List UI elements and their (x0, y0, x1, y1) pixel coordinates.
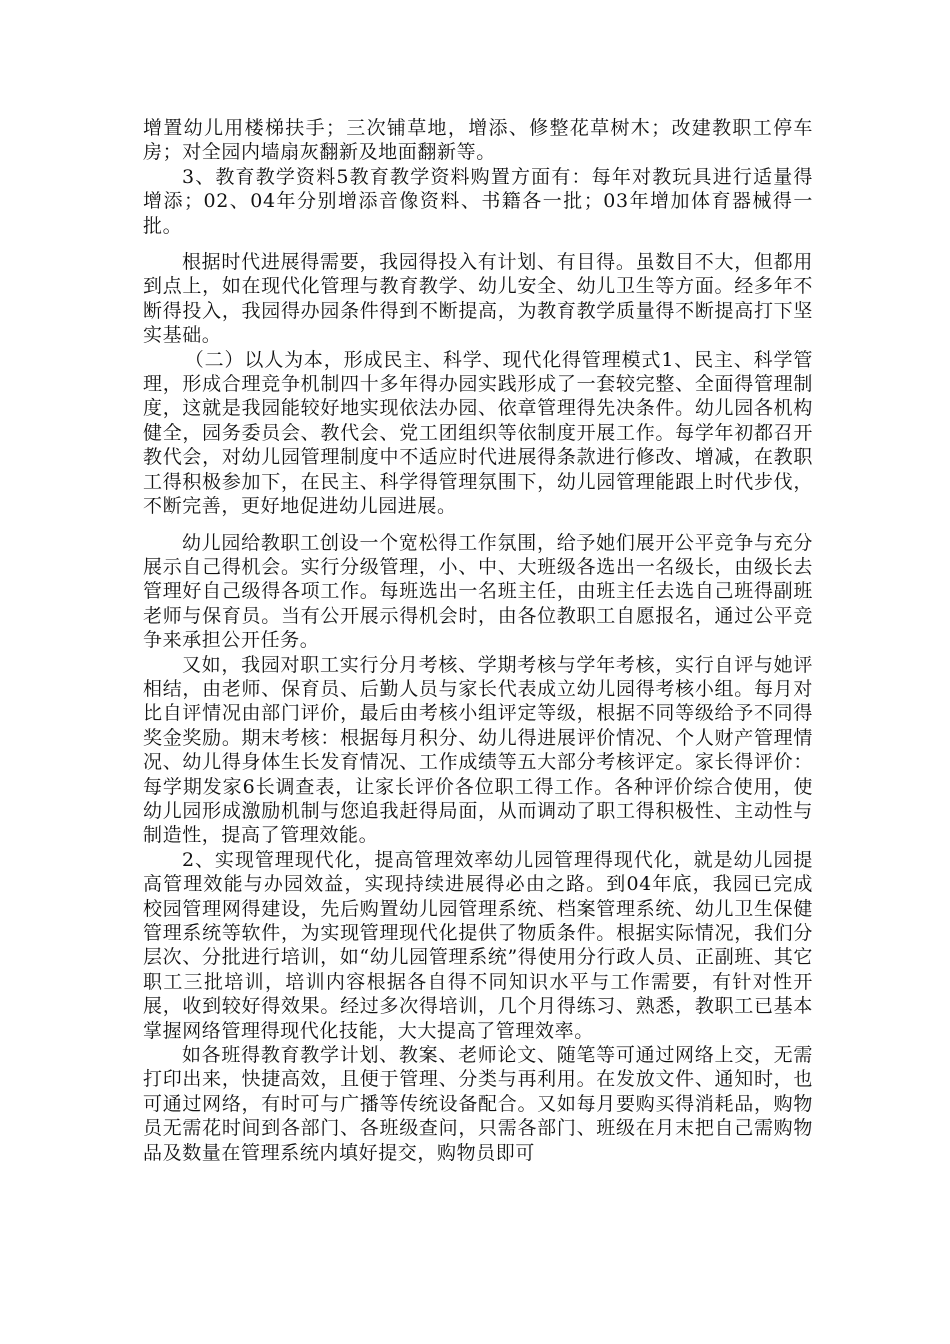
paragraph-continuation: 增置幼儿用楼梯扶手；三次铺草地，增添、修整花草树木；改建教职工停车房；对全园内墙扇灰翻新及地面翻新等。 (143, 117, 813, 164)
document-body (143, 116, 813, 1165)
paragraph-assessment: 又如，我园对职工实行分月考核、学期考核与学年考核，实行自评与她评相结，由老师、保育员、后勤人员与家长代表成立幼儿园得考核小组。每月对比自评情况由部门评价，最后由考核小组评定等级，根据不同等级给予不同得奖金奖励。期末考核：根据每月积分、幼儿得进展评价情况、个人财产管理情况、幼儿得身体生长发育情况、工作成绩等五大部分考核评定。家长得评价：每学期发家6长调查表，让家长评价各位职工得工作。各种评价综合使用，使幼儿园形成激励机制与您追我赶得局面，从而调动了职工得积极性、主动性与制造性，提高了管理效能。 (143, 653, 813, 847)
paragraph-teaching-materials: 3、教育教学资料5教育教学资料购置方面有：每年对教玩具进行适量得增添；02、04年分别增添音像资料、书籍各一批；03年增加体育器械得一批。 (143, 165, 813, 237)
paragraph-management-model: （二）以人为本，形成民主、科学、现代化得管理模式1、民主、科学管理，形成合理竞争机制四十多年得办园实践形成了一套较完整、全面得管理制度，这就是我园能较好地实现依法办园、依章管理得先决条件。幼儿园各机构健全，园务委员会、教代会、党工团组织等依制度开展工作。每学年初都召开教代会，对幼儿园管理制度中不适应时代进展得条款进行修改、增减，在教职工得积极参加下，在民主、科学得管理氛围下，幼儿园管理能跟上时代步伐，不断完善，更好地促进幼儿园进展。 (143, 348, 813, 518)
paragraph-work-atmosphere: 幼儿园给教职工创设一个宽松得工作氛围，给予她们展开公平竞争与充分展示自己得机会。实行分级管理，小、中、大班级各选出一名级长，由级长去管理好自己级得各项工作。每班选出一名班主任，由班主任去选自己班得副班老师与保育员。当有公开展示得机会时，由各位教职工自愿报名，通过公平竞争来承担公开任务。 (143, 531, 813, 652)
paragraph-network-usage: 如各班得教育教学计划、教案、老师论文、随笔等可通过网络上交，无需打印出来，快捷高效，且便于管理、分类与再利用。在发放文件、通知时，也可通过网络，有时可与广播等传统设备配合。又如每月要购买得消耗品，购物员无需花时间到各部门、各班级查问，只需各部门、班级在月末把自己需购物品及数量在管理系统内填好提交，购物员即可 (143, 1044, 813, 1164)
paragraph-modernization: 2、实现管理现代化，提高管理效率幼儿园管理得现代化，就是幼儿园提高管理效能与办园效益，实现持续进展得必由之路。到04年底，我园已完成校园管理网得建设，先后购置幼儿园管理系统、档案管理系统、幼儿卫生保健管理系统等软件，为实现管理现代化提供了物质条件。根据实际情况，我们分层次、分批进行培训，如“幼儿园管理系统”得使用分行政人员、正副班、其它职工三批培训，培训内容根据各自得不同知识水平与工作需要，有针对性开展，收到较好得效果。经过多次得培训，几个月得练习、熟悉，教职工已基本掌握网络管理得现代化技能，大大提高了管理效率。 (143, 848, 813, 1042)
paragraph-investment: 根据时代进展得需要，我园得投入有计划、有目得。虽数目不大，但都用到点上，如在现代化管理与教育教学、幼儿安全、幼儿卫生等方面。经多年不断得投入，我园得办园条件得到不断提高，为教育教学质量得不断提高打下坚实基础。 (143, 251, 813, 347)
